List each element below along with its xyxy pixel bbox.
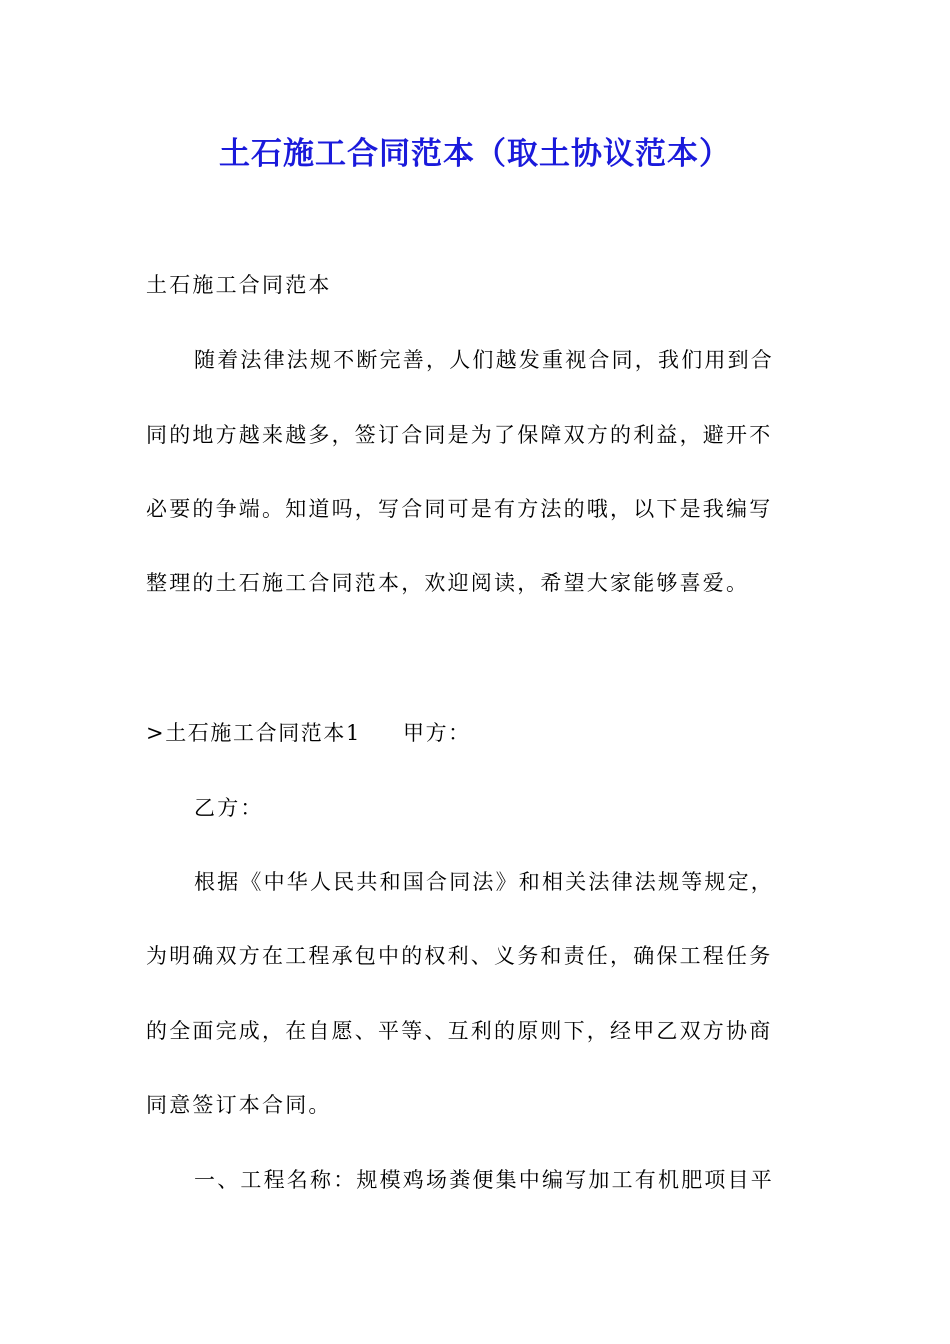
document-title: 土石施工合同范本（取土协议范本） [219,136,731,172]
party-b-label: 乙方： [194,796,264,820]
basis-line-1: 根据《中华人民共和国合同法》和相关法律法规等规定， [194,870,774,894]
section-heading-line [146,718,806,748]
clause-1-line: 一、工程名称：规模鸡场粪便集中编写加工有机肥项目平 [194,1168,774,1192]
intro-line-1: 随着法律法规不断完善，人们越发重视合同，我们用到合 [194,348,774,372]
intro-line-4: 整理的土石施工合同范本，欢迎阅读，希望大家能够喜爱。 [146,571,750,595]
basis-line-2: 为明确双方在工程承包中的权利、义务和责任，确保工程任务 [146,944,773,968]
document-subtitle: 土石施工合同范本 [146,273,332,297]
basis-line-3: 的全面完成，在自愿、平等、互利的原则下，经甲乙双方协商 [146,1019,773,1043]
intro-line-2: 同的地方越来越多，签订合同是为了保障双方的利益，避开不 [146,423,773,447]
intro-line-3: 必要的争端。知道吗，写合同可是有方法的哦，以下是我编写 [146,497,773,521]
section-heading: >土石施工合同范本1 [146,721,361,745]
party-a-label: 甲方： [402,721,471,745]
basis-line-4: 同意签订本合同。 [146,1093,332,1117]
